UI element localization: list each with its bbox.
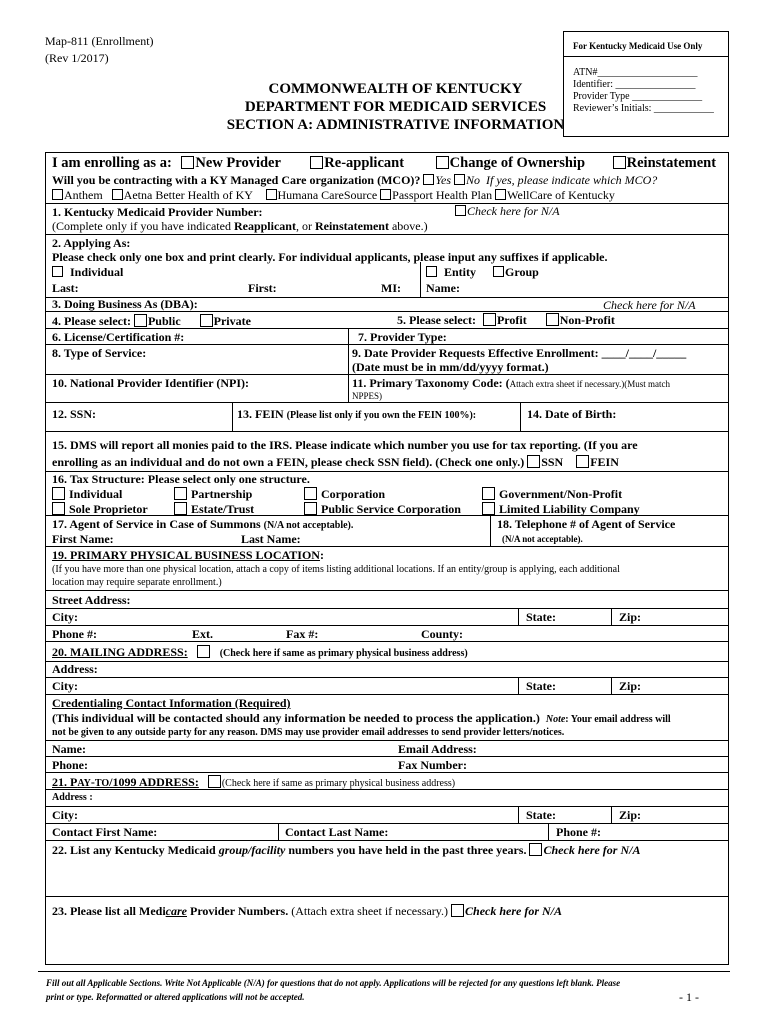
q21-zip[interactable]: Zip: (619, 808, 642, 822)
q4-label: 4. Please select: (52, 314, 131, 328)
divider (232, 402, 233, 431)
group-label: Group (505, 265, 539, 279)
q19-fax[interactable]: Fax #: (286, 627, 319, 641)
rule (45, 402, 728, 403)
q2-mi[interactable]: MI: (381, 281, 401, 295)
tax-option-label: Individual (69, 487, 123, 501)
tax-public-service-checkbox[interactable] (304, 502, 317, 515)
mco-option: Humana CareSource (277, 188, 378, 202)
tax-option-label: Corporation (321, 487, 385, 501)
q9-label[interactable]: 9. Date Provider Requests Effective Enrollment: ____/____/_____ (352, 346, 687, 360)
q17-first[interactable]: First Name: (52, 532, 114, 546)
cred-line-1b: : Your email address will (565, 714, 671, 725)
tax-option-label: Public Service Corporation (321, 502, 461, 516)
cred-line-1 (52, 712, 671, 725)
rule (45, 328, 728, 329)
tax-partnership (174, 487, 252, 500)
q1-note (52, 220, 428, 232)
divider (278, 823, 279, 840)
mailing-same-checkbox[interactable] (197, 645, 210, 658)
tax-estate-trust-checkbox[interactable] (174, 502, 187, 515)
mco-yes-checkbox[interactable] (423, 174, 434, 185)
fein-checkbox[interactable] (576, 455, 589, 468)
q20-label: 20. MAILING ADDRESS: (52, 645, 188, 659)
tax-sole-proprietor (52, 502, 148, 515)
q20-address[interactable]: Address: (52, 662, 98, 676)
cred-line-1-text: (This individual will be contacted should any information be needed to process the application.) (52, 711, 540, 725)
rule (45, 896, 728, 897)
rule (45, 374, 728, 375)
q19-label: 19. PRIMARY PHYSICAL BUSINESS LOCATION (52, 548, 320, 562)
payto-same-checkbox[interactable] (208, 775, 221, 788)
q21-label (52, 775, 199, 789)
rule (45, 823, 728, 824)
individual-checkbox[interactable] (52, 266, 63, 277)
wellcare-checkbox[interactable] (495, 189, 506, 200)
rule (45, 203, 728, 204)
q15-line-1: 15. DMS will report all monies paid to the IRS. Please indicate which number you use for tax reporting. (If you are (52, 438, 638, 452)
title-line-3: SECTION A: ADMINISTRATIVE INFORMATION (226, 117, 565, 133)
tax-estate-trust (174, 502, 254, 515)
rule (45, 234, 728, 235)
rule (45, 608, 728, 609)
q19-city[interactable]: City: (52, 610, 78, 624)
q1-note-text: , or (295, 219, 312, 233)
mco-yes-label: Yes (435, 173, 451, 187)
q11-note-2: NPPES) (352, 391, 383, 401)
divider (490, 515, 491, 546)
q17-row (52, 518, 353, 531)
cred-fax[interactable]: Fax Number: (398, 758, 467, 772)
q19-street[interactable]: Street Address: (52, 593, 131, 607)
q1-na (455, 205, 560, 217)
divider (348, 328, 349, 402)
q5-row (397, 313, 615, 326)
q22-row (52, 843, 640, 856)
divider (611, 608, 612, 625)
rule (45, 431, 728, 432)
q20-state[interactable]: State: (526, 679, 556, 693)
q17-note: (N/A not acceptable). (263, 520, 354, 531)
q21-contact-last[interactable]: Contact Last Name: (285, 825, 389, 839)
q22-na-label: Check here for N/A (543, 843, 641, 857)
tax-corporation-checkbox[interactable] (304, 487, 317, 500)
q22-na-checkbox[interactable] (529, 843, 542, 856)
tax-partnership-checkbox[interactable] (174, 487, 187, 500)
q22-entry-area[interactable] (46, 858, 728, 895)
q21-label-part: TO (94, 778, 110, 789)
individual-label: Individual (70, 265, 124, 279)
q16-label: 16. Tax Structure: Please select only one structure. (52, 472, 310, 486)
fein-label: FEIN (590, 455, 619, 469)
mco-option: Anthem (64, 188, 103, 202)
q14-label[interactable]: 14. Date of Birth: (527, 407, 617, 421)
q12-label[interactable]: 12. SSN: (52, 407, 97, 421)
humana-checkbox[interactable] (266, 189, 277, 200)
q1-na-checkbox[interactable] (455, 205, 466, 216)
q1-na-label: Check here for N/A (467, 204, 560, 218)
q21-state[interactable]: State: (526, 808, 556, 822)
q1-note-reapplicant: Reapplicant (233, 219, 296, 233)
anthem-checkbox[interactable] (52, 189, 63, 200)
divider (520, 402, 521, 431)
tax-option-label: Government/Non-Profit (499, 487, 623, 501)
q23-label: 23. Please list all Medi (52, 904, 166, 918)
rule (45, 740, 728, 741)
tax-public-service (304, 502, 461, 515)
entity-label: Entity (444, 265, 477, 279)
rule (45, 789, 728, 790)
title-line-2: DEPARTMENT FOR MEDICAID SERVICES (244, 99, 547, 115)
q22-label-italic: group/facility (218, 843, 286, 857)
q2-label: 2. Applying As: (52, 236, 131, 250)
rule (45, 641, 728, 642)
footer-line-1: Fill out all Applicable Sections. Write Not Applicable (N/A) for questions that do not apply. Applications will be rejected for any questions left blank. Please (46, 978, 621, 988)
rule (45, 772, 728, 773)
rule (45, 625, 728, 626)
q13-note: (Please list only if you own the FEIN 100%): (286, 410, 477, 421)
cred-note-label: Note (545, 714, 566, 725)
q19-county[interactable]: County: (421, 627, 464, 641)
q5-label: 5. Please select: (397, 313, 476, 327)
q19-note-1: (If you have more than one physical location, attach a copy of items listing additional locations. If an entity/group is applying, each additional (52, 564, 620, 575)
office-use-divider (564, 56, 728, 57)
q23-row (52, 904, 562, 917)
q23-label: Provider Numbers. (189, 904, 289, 918)
q19-ext[interactable]: Ext. (192, 627, 213, 641)
tax-option-label: Estate/Trust (191, 502, 255, 516)
q20-row (52, 645, 468, 659)
q20-city[interactable]: City: (52, 679, 78, 693)
rule (45, 756, 728, 757)
q9-format: (Date must be in mm/dd/yyyy format.) (352, 360, 549, 374)
form-revision: (Rev 1/2017) (45, 51, 109, 65)
passport-checkbox[interactable] (380, 189, 391, 200)
form-id: Map-811 (Enrollment) (45, 34, 154, 48)
q22-label: numbers you have held in the past three years. (288, 843, 527, 857)
q21-row (52, 775, 455, 789)
new-provider-label: New Provider (195, 155, 281, 171)
q23-label-italic: care (165, 904, 187, 918)
q13-row[interactable] (237, 408, 476, 421)
office-atn[interactable]: ATN#____________________ (573, 67, 698, 78)
q6-label[interactable]: 6. License/Certification #: (52, 330, 185, 344)
q11-label: 11. Primary Taxonomy Code: ( (352, 376, 510, 390)
q3-label[interactable]: 3. Doing Business As (DBA): (52, 297, 198, 311)
reapplicant-label: Re-applicant (324, 155, 405, 171)
title-line-1: COMMONWEALTH OF KENTUCKY (268, 81, 523, 97)
q2-instruction: Please check only one box and print clearly. For individual applicants, please input any suffixes if applicable. (52, 250, 608, 264)
new-provider-checkbox[interactable] (181, 156, 194, 169)
q7-label[interactable]: 7. Provider Type: (358, 330, 447, 344)
reinstatement-label: Reinstatement (626, 155, 717, 171)
tax-government (482, 487, 622, 500)
q15-line-2-text: enrolling as an individual and do not own a FEIN, please check SSN field). (Check one only.) (52, 455, 525, 469)
q20-zip[interactable]: Zip: (619, 679, 642, 693)
q21-contact-first[interactable]: Contact First Name: (52, 825, 158, 839)
change-of-ownership-checkbox[interactable] (436, 156, 449, 169)
q3-na[interactable]: Check here for N/A (603, 298, 696, 312)
q21-phone[interactable]: Phone #: (556, 825, 601, 839)
profit-label: Profit (496, 313, 527, 327)
aetna-checkbox[interactable] (112, 189, 123, 200)
q17-label: 17. Agent of Service in Case of Summons (52, 517, 261, 531)
rule (45, 694, 728, 695)
enroll-row (52, 156, 716, 171)
mco-if-yes: If yes, please indicate which MCO? (486, 173, 658, 187)
tax-llc (482, 502, 640, 515)
office-reviewer[interactable]: Reviewer’s Initials: ____________ (573, 103, 714, 114)
q15-line-2 (52, 455, 619, 468)
cred-name[interactable]: Name: (52, 742, 86, 756)
q2-entity-group (426, 266, 539, 278)
q21-label-part: - (90, 775, 95, 789)
q22-label: 22. List any Kentucky Medicaid (52, 843, 216, 857)
mco-option: WellCare of Kentucky (507, 188, 615, 202)
q21-address[interactable]: Address : (52, 792, 93, 803)
nonprofit-label: Non-Profit (559, 313, 615, 327)
q20-note: (Check here if same as primary physical business address) (219, 648, 468, 659)
public-checkbox[interactable] (134, 314, 147, 327)
q21-city[interactable]: City: (52, 808, 78, 822)
q19-row (52, 549, 324, 561)
divider (611, 677, 612, 694)
q23-na-label: Check here for N/A (465, 904, 563, 918)
mco-option: Passport Health Plan (392, 188, 493, 202)
q19-note-2: location may require separate enrollment.) (52, 577, 222, 588)
cred-email[interactable]: Email Address: (398, 742, 477, 756)
rule (45, 677, 728, 678)
change-of-ownership-label: Change of Ownership (449, 155, 586, 171)
tax-government-checkbox[interactable] (482, 487, 495, 500)
rule (45, 806, 728, 807)
footer-line-2: print or type. Reformatted or altered applications will not be accepted. (46, 992, 305, 1002)
mco-no-checkbox[interactable] (454, 174, 465, 185)
mco-row (52, 174, 657, 186)
q23-note: (Attach extra sheet if necessary.) (291, 904, 449, 918)
office-use-title: For Kentucky Medicaid Use Only (573, 41, 703, 51)
q2-individual (52, 266, 123, 278)
q4-row (52, 314, 251, 327)
q19-phone[interactable]: Phone #: (52, 627, 97, 641)
private-checkbox[interactable] (200, 314, 213, 327)
tax-option-label: Limited Liability Company (499, 502, 640, 516)
mco-no-label: No (466, 173, 481, 187)
rule (45, 840, 728, 841)
rule (45, 344, 728, 345)
q23-na-checkbox[interactable] (451, 904, 464, 917)
divider (420, 262, 421, 297)
group-checkbox[interactable] (493, 266, 504, 277)
rule (45, 546, 728, 547)
q19-colon: : (319, 548, 324, 562)
q10-label[interactable]: 10. National Provider Identifier (NPI): (52, 376, 249, 390)
tax-corporation (304, 487, 385, 500)
mco-options (52, 189, 615, 201)
q18-label[interactable]: 18. Telephone # of Agent of Service (497, 517, 676, 531)
divider (518, 677, 519, 694)
tax-individual-checkbox[interactable] (52, 487, 65, 500)
office-identifier[interactable]: Identifier: ________________ (573, 79, 696, 90)
office-use-box (563, 31, 729, 137)
q1-note-reinstatement: Reinstatement (314, 219, 389, 233)
divider (611, 806, 612, 823)
divider (518, 608, 519, 625)
rule (45, 590, 728, 591)
ssn-label: SSN (541, 455, 564, 469)
q21-label-part: AY (77, 778, 91, 789)
footer-rule (38, 971, 730, 972)
mco-option: Aetna Better Health of KY (123, 188, 253, 202)
divider (548, 823, 549, 840)
rule (45, 661, 728, 662)
q2-name[interactable]: Name: (426, 281, 460, 295)
cred-phone[interactable]: Phone: (52, 758, 88, 772)
cred-title: Credentialing Contact Information (Required) (52, 696, 291, 710)
private-label: Private (213, 314, 251, 328)
q21-label-part: 21. P (52, 775, 78, 789)
reapplicant-checkbox[interactable] (310, 156, 323, 169)
enroll-label: I am enrolling as a: (52, 155, 172, 171)
ssn-checkbox[interactable] (527, 455, 540, 468)
q13-label: 13. FEIN (237, 407, 284, 421)
entity-checkbox[interactable] (426, 266, 437, 277)
q8-label[interactable]: 8. Type of Service: (52, 346, 147, 360)
q2-last[interactable]: Last: (52, 281, 79, 295)
q19-zip[interactable]: Zip: (619, 610, 642, 624)
divider (518, 806, 519, 823)
q17-last[interactable]: Last Name: (241, 532, 301, 546)
mco-question: Will you be contracting with a KY Managed Care organization (MCO)? (52, 173, 421, 187)
q2-first[interactable]: First: (248, 281, 277, 295)
nonprofit-checkbox[interactable] (546, 313, 559, 326)
tax-sole-proprietor-checkbox[interactable] (52, 502, 65, 515)
page-number: - 1 - (679, 990, 699, 1004)
q18-note: (N/A not acceptable). (502, 534, 583, 544)
reinstatement-checkbox[interactable] (613, 156, 626, 169)
q23-entry-area[interactable] (46, 920, 728, 964)
q1-label: 1. Kentucky Medicaid Provider Number: (52, 205, 263, 219)
q21-note: (Check here if same as primary physical business address) (221, 778, 456, 789)
profit-checkbox[interactable] (483, 313, 496, 326)
q21-label-part: /1099 ADDRESS: (109, 775, 199, 789)
q11-row[interactable] (352, 377, 670, 389)
q1-note-text: (Complete only if you have indicated (52, 219, 231, 233)
tax-llc-checkbox[interactable] (482, 502, 495, 515)
tax-option-label: Sole Proprietor (69, 502, 148, 516)
public-label: Public (147, 314, 181, 328)
q19-state[interactable]: State: (526, 610, 556, 624)
cred-line-2: not be given to any outside party for any reason. DMS may use provider email addresses to send provider letters/notices. (52, 727, 565, 738)
q11-note: Attach extra sheet if necessary.)(Must match (509, 379, 671, 389)
tax-option-label: Partnership (191, 487, 253, 501)
q1-note-text: above.) (391, 219, 428, 233)
tax-individual (52, 487, 122, 500)
office-provider-type[interactable]: Provider Type ______________ (573, 91, 703, 102)
